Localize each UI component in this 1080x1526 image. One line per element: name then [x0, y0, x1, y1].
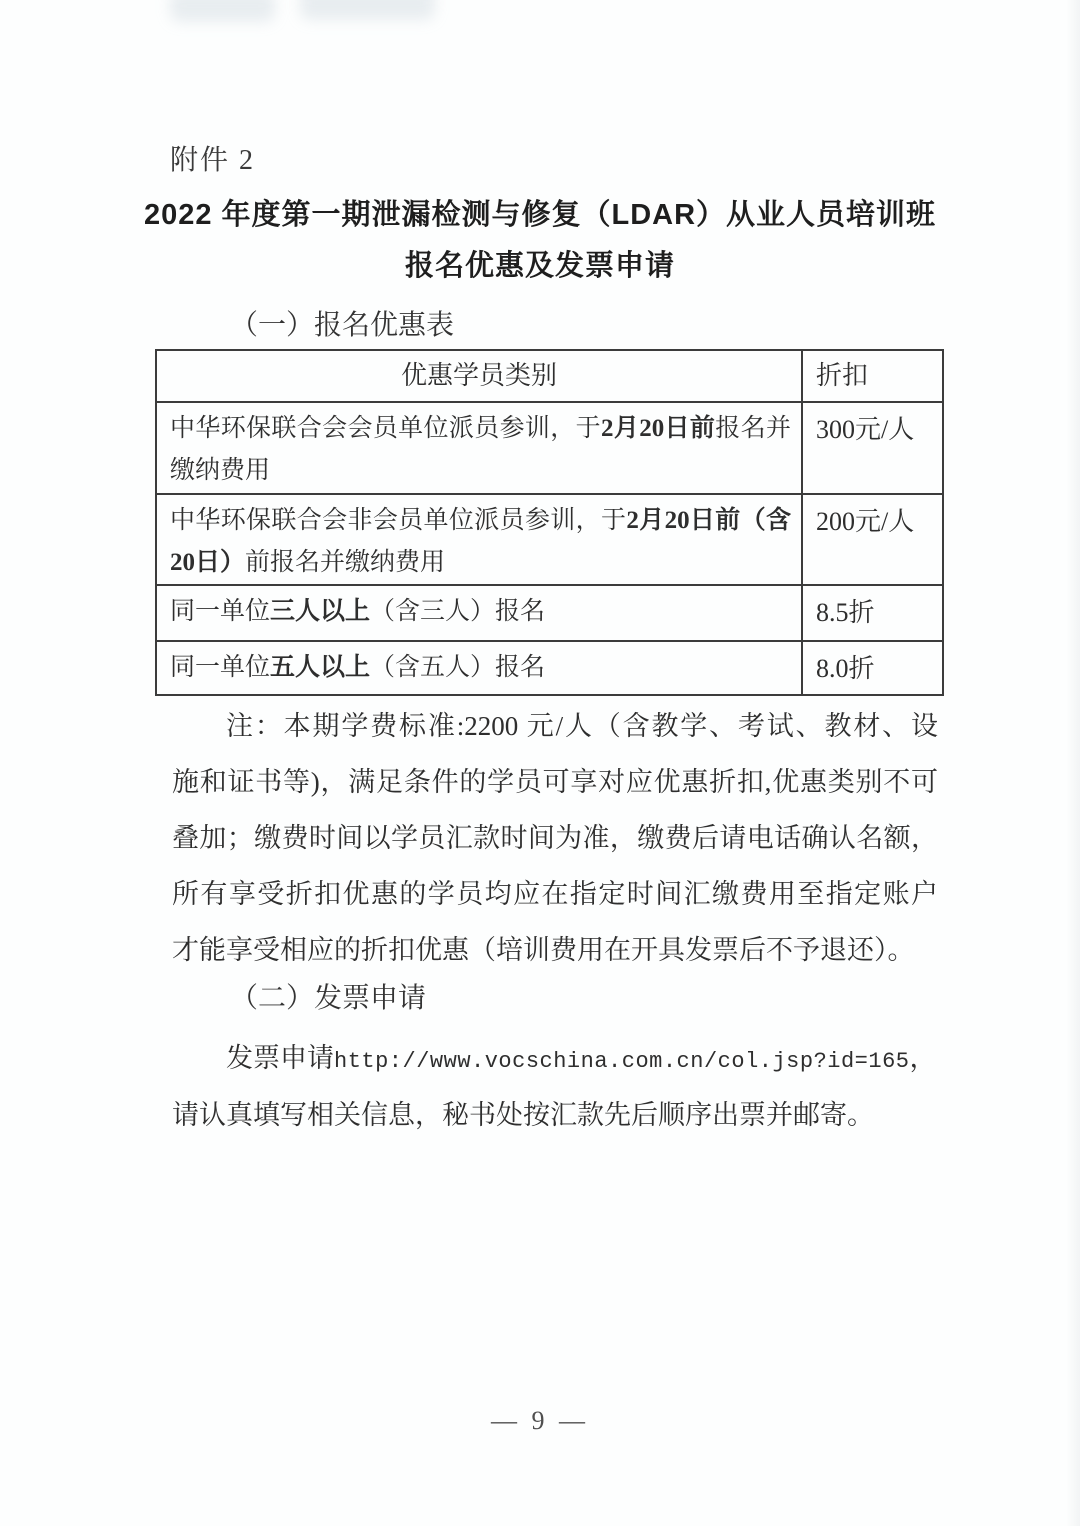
document-title-line2: 报名优惠及发票申请 [404, 250, 675, 282]
table-row [156, 494, 943, 585]
text-segment: ， [909, 1043, 937, 1073]
text-line [172, 922, 938, 978]
text-segment: 报名并 [715, 415, 791, 442]
text-segment: 三人以上 [270, 598, 371, 625]
text-segment: 才能享受相应的折扣优惠（培训费用在开具发票后不予退还）。 [172, 935, 915, 965]
invoice-paragraph [172, 1030, 948, 1144]
text-line [170, 591, 791, 633]
section-heading-invoice: （二）发票申请 [230, 983, 427, 1014]
table-header-row [156, 350, 943, 402]
text-segment: 20日） [170, 549, 246, 576]
text-line [170, 450, 791, 492]
text-segment: 2月20日前 [601, 415, 716, 442]
text-line [172, 1030, 948, 1087]
text-line [172, 810, 938, 866]
text-line [170, 542, 791, 584]
text-segment: 所有享受折扣优惠的学员均应在指定时间汇缴费用至指定账户 [172, 879, 938, 909]
url-text: http://www.vocschina.com.cn/col.jsp?id=165 [334, 1049, 910, 1074]
text-segment: 前报名并缴纳费用 [245, 549, 446, 576]
discount-cell: 300元/人 [802, 402, 943, 494]
header-discount: 折扣 [802, 350, 943, 402]
text-segment: 缴纳费用 [170, 457, 271, 484]
text-line [172, 1087, 948, 1144]
table-row [156, 402, 943, 494]
discount-cell: 200元/人 [802, 494, 943, 585]
text-segment: 中华环保联合会非会员单位派员参训，于 [170, 507, 627, 534]
text-line [172, 866, 938, 922]
category-cell [156, 585, 802, 641]
text-segment: 同一单位 [170, 598, 271, 625]
text-segment: 五人以上 [270, 654, 371, 681]
text-line [170, 500, 791, 542]
category-cell [156, 641, 802, 695]
text-segment: 请认真填写相关信息，秘书处按汇款先后顺序出票并邮寄。 [172, 1100, 874, 1130]
table-row [156, 585, 943, 641]
text-segment: 发票申请 [226, 1043, 334, 1073]
document-title-line1: 2022 年度第一期泄漏检测与修复（LDAR）从业人员培训班 [143, 199, 937, 231]
text-segment: （含三人）报名 [370, 598, 546, 625]
header-category: 优惠学员类别 [156, 350, 802, 402]
text-segment: 中华环保联合会会员单位派员参训，于 [170, 415, 601, 442]
discount-table [155, 349, 944, 696]
category-cell [156, 402, 802, 494]
text-segment: 注：本期学费标准:2200 元/人（含教学、考试、教材、设 [226, 711, 938, 741]
table-row [156, 641, 943, 695]
section-heading-discount-table: （一）报名优惠表 [230, 310, 455, 341]
text-segment: 2月20日前（含 [626, 507, 791, 534]
discount-cell: 8.5折 [802, 585, 943, 641]
note-paragraph [172, 698, 938, 978]
page-number: — 9 — [491, 1406, 589, 1435]
text-line [172, 698, 938, 754]
text-segment: （含五人）报名 [370, 654, 546, 681]
text-segment: 叠加；缴费时间以学员汇款时间为准，缴费后请电话确认名额， [172, 823, 938, 853]
scan-artifact [300, 0, 435, 20]
discount-cell: 8.0折 [802, 641, 943, 695]
attachment-label: 附件 2 [170, 145, 256, 176]
discount-table-body [156, 402, 943, 695]
text-segment: 施和证书等)，满足条件的学员可享对应优惠折扣,优惠类别不可 [172, 767, 938, 797]
text-line [172, 754, 938, 810]
text-line [170, 408, 791, 450]
text-segment: 同一单位 [170, 654, 271, 681]
category-cell [156, 494, 802, 585]
text-line [170, 647, 791, 689]
scan-artifact [170, 0, 275, 22]
